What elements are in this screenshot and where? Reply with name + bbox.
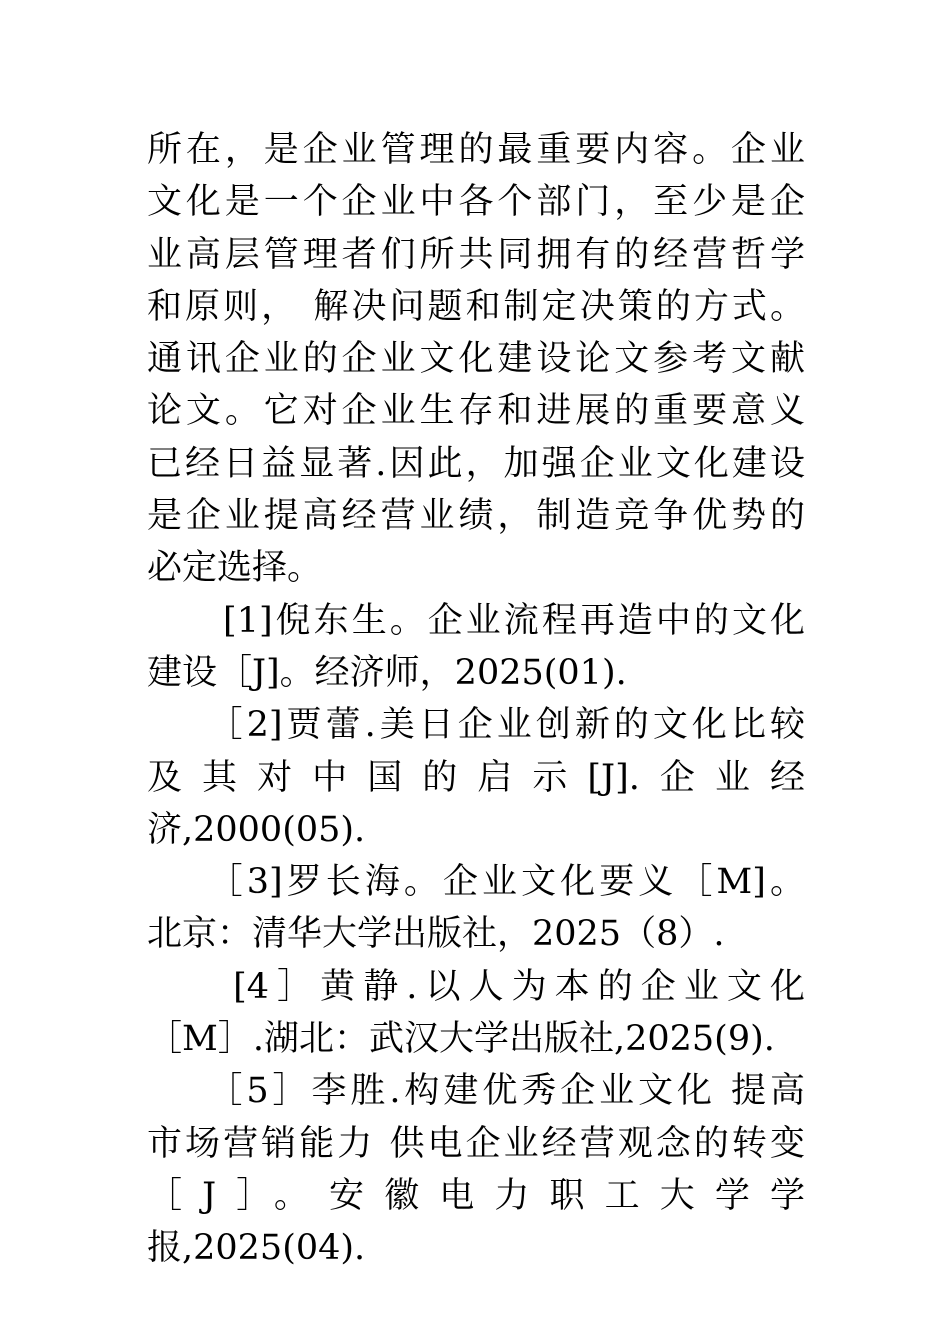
reference-item [147,699,805,856]
reference-line: ［M］.湖北：武汉大学出版社,2025(9). [147,1019,775,1060]
body-line: 必定选择。 [147,548,323,589]
body-line: 通讯企业的企业文化建设论文参考文献 [147,339,805,380]
reference-line: 报,2025(04). [147,1228,366,1269]
reference-line: 市场营销能力 供电企业经营观念的转变 [147,1123,805,1164]
reference-item [147,856,805,961]
body-line: 业高层管理者们所共同拥有的经营哲学 [147,234,805,275]
reference-item [147,961,805,1066]
body-line: 论文。它对企业生存和进展的重要意义 [147,391,805,432]
reference-line: ［2]贾蕾.美日企业创新的文化比较 [147,705,805,746]
body-line: 和原则， 解决问题和制定决策的方式。 [147,286,805,327]
body-line: 是企业提高经营业绩，制造竞争优势的 [147,496,805,537]
body-line: 文化是一个企业中各个部门，至少是企 [147,182,805,223]
reference-line: ［J］。安徽电力职工大学学 [147,1175,805,1216]
reference-line: 建设［J]。经济师，2025(01). [147,652,627,693]
body-paragraph [147,124,805,595]
reference-line: ［3]罗长海。企业文化要义［M]。 [147,862,805,903]
reference-line: [4］黄静.以人为本的企业文化 [147,966,805,1007]
reference-line: [1]倪东生。企业流程再造中的文化 [147,600,805,641]
body-line: 所在，是企业管理的最重要内容。企业 [147,130,805,170]
reference-line: 北京：清华大学出版社，2025（8）. [147,914,725,955]
reference-item [147,1065,805,1274]
reference-line: 济,2000(05). [147,809,366,850]
reference-item [147,595,805,700]
reference-list [147,595,805,1275]
document-page [147,124,805,1275]
body-line: 已经日益显著.因此，加强企业文化建设 [147,443,805,484]
reference-line: 及其对中国的启示[J].企业经 [147,757,805,798]
reference-line: ［5］李胜.构建优秀企业文化 提高 [147,1071,805,1112]
